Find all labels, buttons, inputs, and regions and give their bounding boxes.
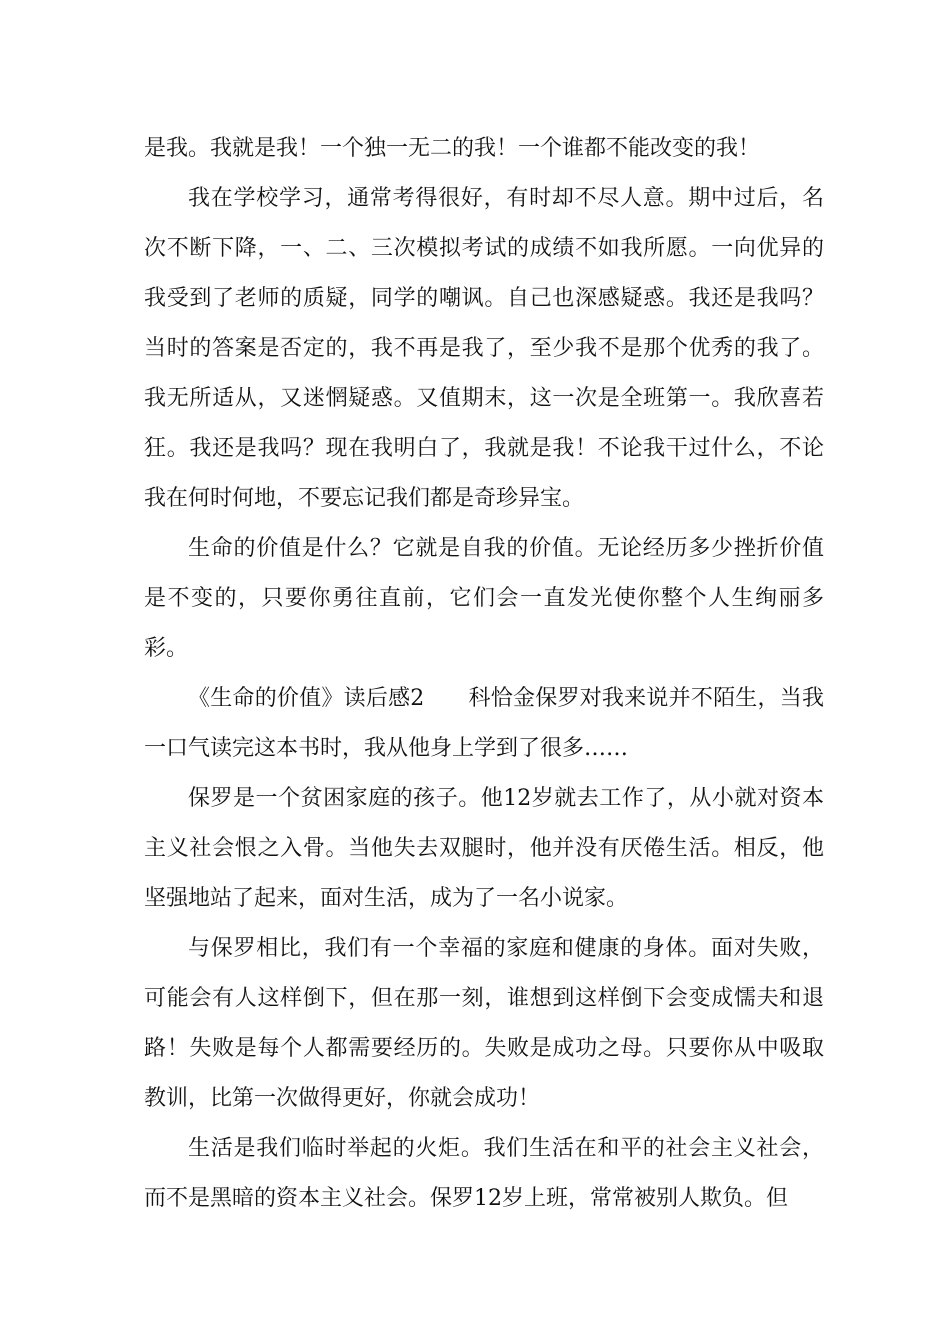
paragraph-1: 是我。我就是我！一个独一无二的我！一个谁都不能改变的我！ [144,136,761,161]
paragraph-6: 与保罗相比，我们有一个幸福的家庭和健康的身体。面对失败，可能会有人这样倒下，但在那一刻，谁想到这样倒下会变成懦夫和退路！失败是每个人都需要经历的。失败是成功之母。只要你从中吸取教训，比第一次做得更好，你就会成功！ [144,936,824,1111]
paragraph-4-text: 科恰金保罗对我来说并不陌生，当我一口气读完这本书时，我从他身上学到了很多…… [144,686,824,761]
paragraph-3: 生命的价值是什么？它就是自我的价值。无论经历多少挫折价值是不变的，只要你勇往直前，它们会一直发光使你整个人生绚丽多彩。 [144,536,824,661]
paragraph-2: 我在学校学习，通常考得很好，有时却不尽人意。期中过后，名次不断下降，一、二、三次模拟考试的成绩不如我所愿。一向优异的我受到了老师的质疑，同学的嘲讽。自己也深感疑惑。我还是我吗？当时的答案是否定的，我不再是我了，至少我不是那个优秀的我了。我无所适从，又迷惘疑惑。又值期末，这一次是全班第一。我欣喜若狂。我还是我吗？现在我明白了，我就是我！不论我干过什么，不论我在何时何地，不要忘记我们都是奇珍异宝。 [144,186,824,511]
paragraph-5: 保罗是一个贫困家庭的孩子。他12岁就去工作了，从小就对资本主义社会恨之入骨。当他失去双腿时，他并没有厌倦生活。相反，他坚强地站了起来，面对生活，成为了一名小说家。 [144,786,824,911]
document-body [144,124,824,1224]
paragraph-4 [144,674,824,774]
paragraph-7: 生活是我们临时举起的火炬。我们生活在和平的社会主义社会，而不是黑暗的资本主义社会。保罗12岁上班，常常被别人欺负。但 [144,1136,824,1211]
essay-title: 《生命的价值》读后感2 [188,686,425,711]
